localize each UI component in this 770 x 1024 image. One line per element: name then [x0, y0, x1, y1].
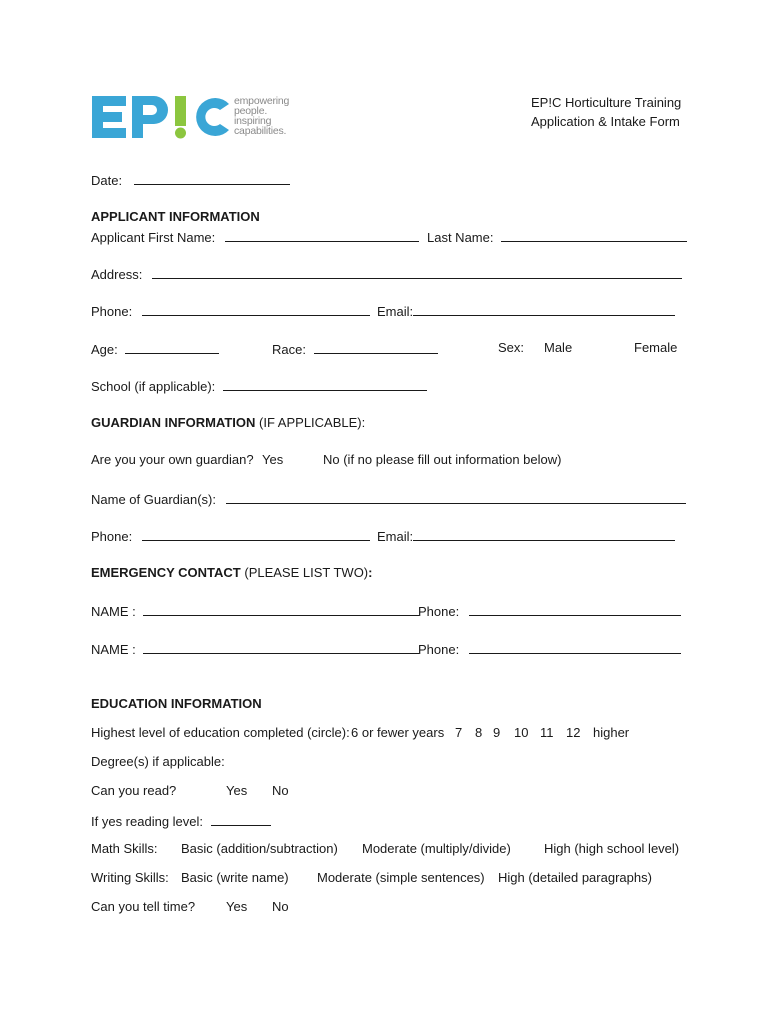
- math-label: Math Skills:: [91, 841, 158, 856]
- age-field[interactable]: [125, 341, 219, 354]
- guardian-heading: GUARDIAN INFORMATION (IF APPLICABLE):: [91, 415, 366, 430]
- epic-logo: [92, 92, 288, 142]
- own-guardian-no[interactable]: No (if no please fill out information below): [323, 452, 562, 467]
- date-field[interactable]: [134, 172, 290, 185]
- math-option-moderate[interactable]: Moderate (multiply/divide): [362, 841, 511, 856]
- form-title-line1: EP!C Horticulture Training: [531, 95, 682, 110]
- emergency-phone-field[interactable]: [469, 603, 681, 616]
- level-option[interactable]: 12: [566, 725, 581, 740]
- time-label: Can you tell time?: [91, 899, 196, 914]
- epic-logo-mark: [92, 92, 232, 142]
- email-row: [377, 303, 675, 318]
- emergency-name-row-2: [91, 641, 419, 656]
- phone-field[interactable]: [142, 303, 370, 316]
- date-row: [91, 172, 290, 187]
- time-no[interactable]: No: [272, 899, 289, 914]
- guardian-name-row: [91, 491, 686, 506]
- guardian-name-field[interactable]: [226, 491, 686, 504]
- phone-row: [91, 303, 370, 318]
- last-name-field[interactable]: [501, 229, 687, 242]
- race-label: Race:: [272, 342, 306, 357]
- phone-label: Phone:: [91, 304, 133, 319]
- emergency-name-label: NAME :: [91, 642, 136, 657]
- school-row: [91, 378, 427, 393]
- guardian-phone-field[interactable]: [142, 528, 370, 541]
- first-name-row: [91, 229, 419, 244]
- emergency-phone-label: Phone:: [418, 642, 460, 657]
- emergency-name-field[interactable]: [143, 641, 419, 654]
- emergency-name-field[interactable]: [143, 603, 419, 616]
- read-no[interactable]: No: [272, 783, 289, 798]
- last-name-label: Last Name:: [427, 230, 494, 245]
- level-option[interactable]: 10: [514, 725, 529, 740]
- guardian-email-field[interactable]: [413, 528, 675, 541]
- read-label: Can you read?: [91, 783, 177, 798]
- race-field[interactable]: [314, 341, 438, 354]
- emergency-heading: EMERGENCY CONTACT (PLEASE LIST TWO):: [91, 565, 373, 580]
- last-name-row: [427, 229, 687, 244]
- own-guardian-question: Are you your own guardian?: [91, 452, 254, 467]
- writing-option-high[interactable]: High (detailed paragraphs): [498, 870, 652, 885]
- first-name-field[interactable]: [225, 229, 419, 242]
- form-title-line2: Application & Intake Form: [531, 114, 680, 129]
- level-option[interactable]: 8: [475, 725, 483, 740]
- address-label: Address:: [91, 267, 143, 282]
- math-option-high[interactable]: High (high school level): [544, 841, 680, 856]
- guardian-name-label: Name of Guardian(s):: [91, 492, 216, 507]
- applicant-heading: APPLICANT INFORMATION: [91, 209, 260, 224]
- level-option[interactable]: 6 or fewer years: [351, 725, 445, 740]
- school-field[interactable]: [223, 378, 427, 391]
- age-label: Age:: [91, 342, 118, 357]
- sex-label: Sex:: [498, 340, 525, 355]
- emergency-phone-field[interactable]: [469, 641, 681, 654]
- reading-level-field[interactable]: [211, 813, 271, 826]
- writing-label: Writing Skills:: [91, 870, 169, 885]
- guardian-phone-row: [91, 528, 370, 543]
- emergency-phone-row-1: [418, 603, 681, 618]
- math-option-basic[interactable]: Basic (addition/subtraction): [181, 841, 338, 856]
- date-label: Date:: [91, 173, 123, 188]
- writing-option-moderate[interactable]: Moderate (simple sentences): [317, 870, 485, 885]
- guardian-email-label: Email:: [377, 529, 414, 544]
- emergency-phone-row-2: [418, 641, 681, 656]
- level-option[interactable]: 7: [455, 725, 463, 740]
- highest-level-label: Highest level of education completed (circle):: [91, 725, 350, 740]
- emergency-name-label: NAME :: [91, 604, 136, 619]
- reading-level-row: [91, 813, 271, 828]
- degree-label: Degree(s) if applicable:: [91, 754, 225, 769]
- first-name-label: Applicant First Name:: [91, 230, 216, 245]
- emergency-name-row-1: [91, 603, 419, 618]
- email-label: Email:: [377, 304, 414, 319]
- guardian-email-row: [377, 528, 675, 543]
- logo-tagline: empowering people. inspiring capabilities.: [234, 95, 290, 137]
- reading-level-label: If yes reading level:: [91, 814, 204, 829]
- read-yes[interactable]: Yes: [226, 783, 248, 798]
- age-row: [91, 341, 219, 356]
- education-heading: EDUCATION INFORMATION: [91, 696, 262, 711]
- guardian-phone-label: Phone:: [91, 529, 133, 544]
- level-option[interactable]: 11: [540, 725, 554, 740]
- time-yes[interactable]: Yes: [226, 899, 248, 914]
- race-row: [272, 341, 438, 356]
- level-option[interactable]: 9: [493, 725, 501, 740]
- email-field[interactable]: [413, 303, 675, 316]
- school-label: School (if applicable):: [91, 379, 216, 394]
- emergency-phone-label: Phone:: [418, 604, 460, 619]
- address-field[interactable]: [152, 266, 682, 279]
- own-guardian-yes[interactable]: Yes: [262, 452, 284, 467]
- level-option[interactable]: higher: [593, 725, 630, 740]
- sex-option-female[interactable]: Female: [634, 340, 678, 355]
- writing-option-basic[interactable]: Basic (write name): [181, 870, 289, 885]
- sex-option-male[interactable]: Male: [544, 340, 573, 355]
- address-row: [91, 266, 682, 281]
